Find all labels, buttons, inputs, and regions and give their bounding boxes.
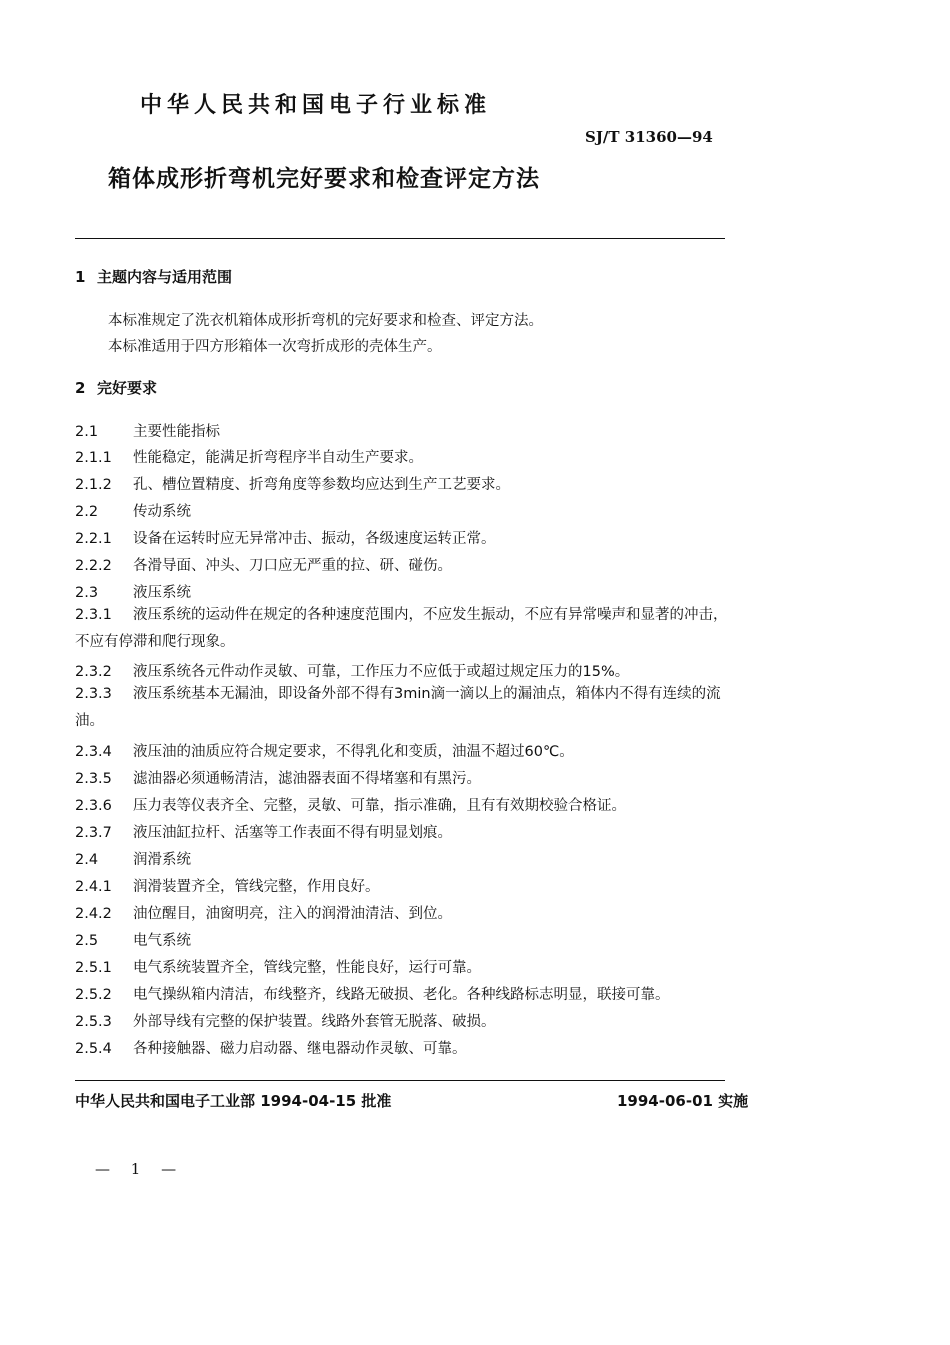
clause-text: 液压系统的运动件在规定的各种速度范围内，不应发生振动，不应有异常噪声和显著的冲击，不应有停滞和爬行现象。 (75, 607, 728, 650)
clause-text: 性能稳定，能满足折弯程序半自动生产要求。 (133, 450, 423, 466)
clause-item (75, 660, 629, 681)
clause-number: 2.3.6 (75, 798, 112, 814)
clause-text: 传动系统 (133, 504, 191, 520)
effective-date: 1994-06-01 实施 (617, 1092, 749, 1110)
section-1-heading (75, 266, 232, 287)
clause-number: 2.4 (75, 852, 99, 868)
clause-number: 2.3.2 (75, 664, 112, 680)
clause-text: 油位醒目，油窗明亮，注入的润滑油清洁、到位。 (133, 906, 452, 922)
clause-item (75, 420, 220, 441)
standard-org-heading: 中华人民共和国电子行业标准 (140, 93, 492, 118)
clause-number: 2.3.3 (75, 686, 112, 702)
section-number: 2 (75, 379, 86, 397)
clause-item (75, 602, 730, 656)
clause-item (75, 794, 626, 815)
clause-item (75, 446, 423, 467)
clause-text: 润滑系统 (133, 852, 191, 868)
document-title: 箱体成形折弯机完好要求和检查评定方法 (108, 166, 540, 192)
clause-number: 2.1 (75, 424, 99, 440)
standard-code: SJ/T 31360—94 (585, 128, 713, 146)
clause-item (75, 581, 191, 602)
page-number: — 1 — (95, 1160, 185, 1178)
clause-item (75, 1037, 467, 1058)
clause-item (75, 767, 481, 788)
section-title: 完好要求 (97, 379, 158, 397)
clause-text: 液压油的油质应符合规定要求，不得乳化和变质，油温不超过60℃。 (133, 744, 574, 760)
clause-number: 2.4.2 (75, 906, 112, 922)
clause-item (75, 1010, 496, 1031)
clause-number: 2.1.1 (75, 450, 112, 466)
clause-item (75, 983, 670, 1004)
clause-item (75, 902, 452, 923)
clause-item (75, 500, 191, 521)
approval-line: 中华人民共和国电子工业部 1994-04-15 批准 (75, 1092, 392, 1110)
clause-text: 液压油缸拉杆、活塞等工作表面不得有明显划痕。 (133, 825, 452, 841)
clause-number: 2.3 (75, 585, 99, 601)
clause-number: 2.4.1 (75, 879, 112, 895)
clause-text: 主要性能指标 (133, 424, 220, 440)
clause-item (75, 473, 510, 494)
clause-number: 2.5 (75, 933, 99, 949)
clause-text: 孔、槽位置精度、折弯角度等参数均应达到生产工艺要求。 (133, 477, 510, 493)
clause-item (75, 554, 452, 575)
clause-text: 滤油器必须通畅清洁，滤油器表面不得堵塞和有黑污。 (133, 771, 481, 787)
clause-text: 电气系统装置齐全，管线完整，性能良好，运行可靠。 (133, 960, 481, 976)
section-title: 主题内容与适用范围 (97, 268, 233, 286)
clause-text: 各滑导面、冲头、刀口应无严重的拉、研、碰伤。 (133, 558, 452, 574)
clause-text: 液压系统 (133, 585, 191, 601)
section-number: 1 (75, 268, 86, 286)
clause-item (75, 527, 496, 548)
clause-item (75, 821, 452, 842)
paragraph: 本标准规定了洗衣机箱体成形折弯机的完好要求和检查、评定方法。 (108, 313, 543, 329)
clause-text: 外部导线有完整的保护装置。线路外套管无脱落、破损。 (133, 1014, 496, 1030)
clause-number: 2.5.1 (75, 960, 112, 976)
clause-number: 2.5.2 (75, 987, 112, 1003)
clause-item (75, 875, 380, 896)
clause-text: 液压系统基本无漏油，即设备外部不得有3min滴一滴以上的漏油点，箱体内不得有连续的流油。 (75, 686, 721, 729)
top-divider (75, 238, 725, 239)
clause-number: 2.5.3 (75, 1014, 112, 1030)
clause-text: 设备在运转时应无异常冲击、振动，各级速度运转正常。 (133, 531, 496, 547)
clause-text: 电气操纵箱内清洁，布线整齐，线路无破损、老化。各种线路标志明显，联接可靠。 (133, 987, 670, 1003)
clause-item (75, 929, 191, 950)
clause-number: 2.3.7 (75, 825, 112, 841)
clause-number: 2.2 (75, 504, 99, 520)
bottom-divider (75, 1080, 725, 1081)
clause-text: 各种接触器、磁力启动器、继电器动作灵敏、可靠。 (133, 1041, 467, 1057)
clause-item (75, 740, 574, 761)
clause-item (75, 681, 730, 735)
clause-text: 润滑装置齐全，管线完整，作用良好。 (133, 879, 380, 895)
clause-text: 液压系统各元件动作灵敏、可靠，工作压力不应低于或超过规定压力的15%。 (133, 664, 630, 680)
clause-item (75, 956, 481, 977)
clause-text: 电气系统 (133, 933, 191, 949)
clause-text: 压力表等仪表齐全、完整，灵敏、可靠，指示准确，且有有效期校验合格证。 (133, 798, 626, 814)
clause-number: 2.1.2 (75, 477, 112, 493)
clause-number: 2.3.4 (75, 744, 112, 760)
clause-number: 2.5.4 (75, 1041, 112, 1057)
paragraph: 本标准适用于四方形箱体一次弯折成形的壳体生产。 (108, 339, 442, 355)
section-2-heading (75, 377, 157, 398)
clause-number: 2.2.1 (75, 531, 112, 547)
clause-item (75, 848, 191, 869)
clause-number: 2.3.1 (75, 607, 112, 623)
clause-number: 2.3.5 (75, 771, 112, 787)
clause-number: 2.2.2 (75, 558, 112, 574)
